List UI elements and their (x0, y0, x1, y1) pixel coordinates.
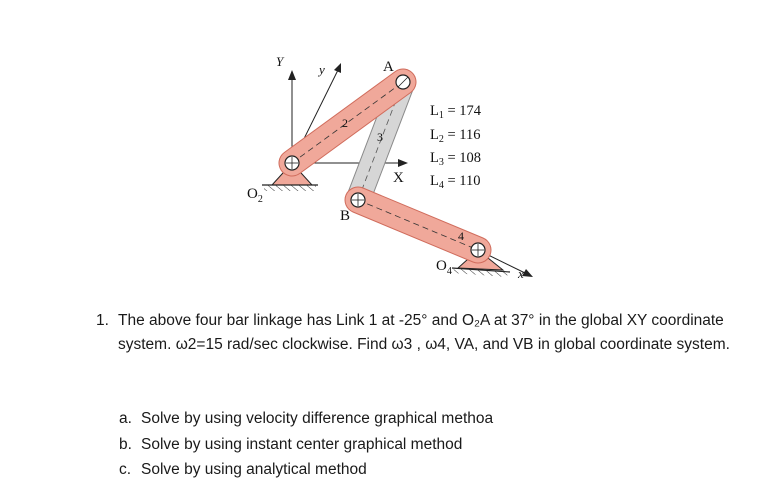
local-x-label: x (518, 266, 524, 281)
o2-label (247, 186, 263, 205)
part-b-text: Solve by using instant center graphical method (141, 435, 463, 453)
pin-o4 (471, 243, 485, 257)
pin-b (351, 193, 365, 207)
point-b-label: B (340, 208, 351, 224)
part-c-text: Solve by using analytical method (141, 461, 367, 478)
part-c (119, 457, 739, 483)
length-l4-sym: L (430, 173, 439, 189)
length-l2-sym: L (430, 127, 439, 143)
length-l3 (430, 150, 481, 168)
length-l3-sub: 3 (438, 157, 444, 168)
o4-label-main: O (436, 258, 447, 274)
o4-label (436, 258, 452, 277)
length-l4 (430, 173, 481, 191)
part-b-letter: b. (119, 435, 132, 453)
pin-o2 (285, 156, 299, 170)
part-a-text: Solve by using velocity difference graphical methoa (141, 410, 494, 427)
link-4-number: 4 (458, 229, 464, 243)
global-x-label: X (393, 170, 404, 186)
length-l2 (430, 127, 481, 145)
part-a (119, 406, 739, 432)
local-axes (292, 63, 533, 277)
length-l3-value: = 108 (443, 150, 482, 166)
length-l1-sub: 1 (438, 110, 444, 121)
length-l4-sub: 4 (438, 180, 444, 191)
length-l1-sym: L (430, 103, 439, 119)
length-l2-value: = 116 (443, 127, 481, 143)
length-l1-value: = 174 (443, 103, 482, 119)
local-y-label: y (319, 62, 325, 77)
part-b (119, 432, 739, 458)
link-lengths (430, 103, 482, 191)
length-l2-sub: 2 (438, 134, 444, 145)
problem-number: 1. (96, 312, 109, 329)
global-y-label: Y (276, 54, 284, 69)
length-l3-sym: L (430, 150, 439, 166)
link-2-number: 2 (342, 116, 348, 130)
problem-text: The above four bar linkage has Link 1 at -25° and O₂A at 37° in the global XY coordinate system. ω2=15 rad/sec clockwise. Find ω3 , ω4, VA, and VB in global coordinate system. (118, 312, 730, 353)
o2-label-sub: 2 (257, 194, 263, 205)
part-a-letter: a. (119, 410, 132, 427)
pin-a (396, 75, 410, 89)
o2-label-main: O (247, 186, 258, 202)
length-l1 (430, 103, 482, 121)
problem-statement (96, 309, 736, 356)
part-c-letter: c. (119, 461, 132, 478)
point-a-label: A (383, 59, 394, 75)
o4-label-sub: 4 (446, 266, 452, 277)
problem-parts (119, 406, 739, 483)
length-l4-value: = 110 (443, 173, 481, 189)
link-3-number: 3 (377, 130, 383, 144)
